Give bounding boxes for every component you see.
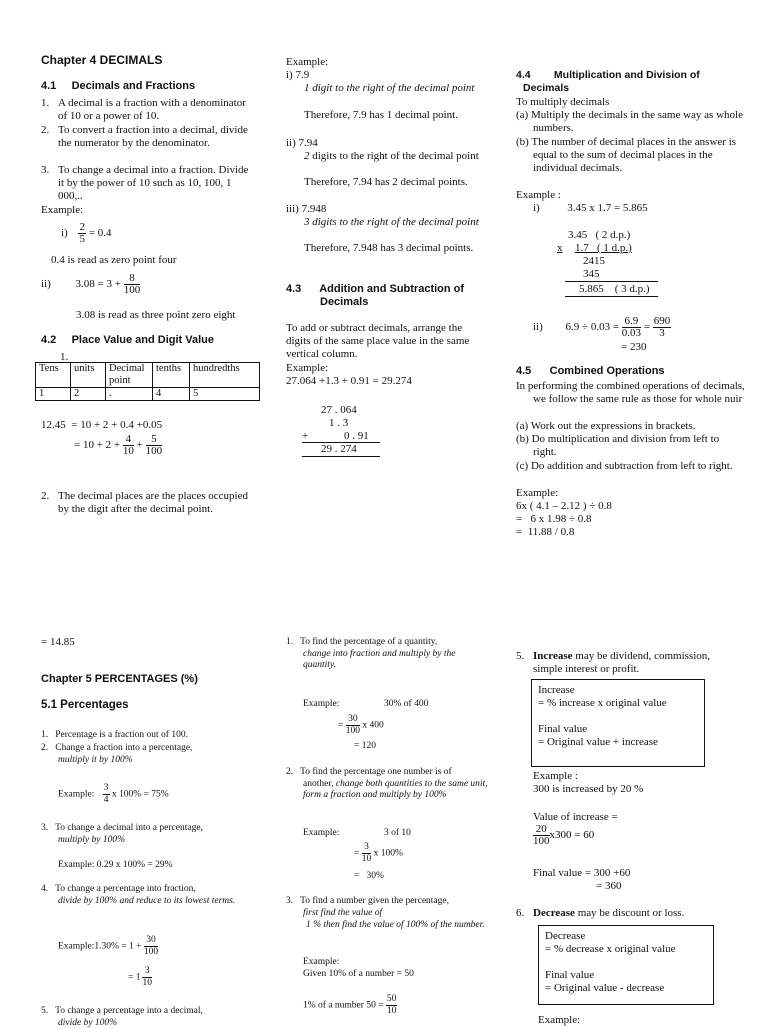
s41-item-3: 3. To change a decimal into a fraction. Divide it by the power of 10 such as 10, 100, 1 000,.. [41,164,249,202]
pct-item-2: 2. Change a fraction into a percentage, [41,743,193,753]
q2-line-a: 2. To find the percentage one number is of [286,767,452,777]
c2-example-iii-line2: Therefore, 7.948 has 3 decimal points. [304,242,474,254]
section-4-4-title-a: 4.4 Multiplication and Division of [516,69,700,81]
section-4-3-title-a: 4.3 Addition and Subtraction of [286,283,465,295]
chapter-4-title: Chapter 4 DECIMALS [41,53,163,67]
table-header-cell: hundredths [190,363,260,388]
s44-intro: To multiply decimals [516,96,610,108]
example-i-reading: 0.4 is read as zero point four [51,254,177,266]
table-row [36,388,260,401]
q1-example-result: = 120 [354,741,376,751]
section-4-1-title: 4.1 Decimals and Fractions [41,80,196,92]
inc-final-line-2: = 360 [596,880,622,892]
mult-x: x [557,242,563,254]
col-add-row-1: 27 . 064 [321,404,357,416]
s42-item-1-number: 1. [60,351,69,363]
s44-rule-b: (b) The number of decimal places in the answer is equal to the sum of decimal places in the individual decimals. [516,136,737,174]
place-value-table [35,362,260,401]
inc-value-step: $\frac{20}{100}$ x300 = 60 [533,823,595,847]
table-cell: 1 [36,388,71,401]
pct-item-4-example: Example:1.30% = 1 + $\frac{30}{100}$ [58,935,159,957]
q2-example-step: = $\frac{3}{10}$ x 100% [354,842,403,864]
c2-example-iii-label: iii) 7.948 [286,203,327,215]
q3-line-b: first find the value of [303,908,383,918]
q1-example-question: 30% of 400 [384,699,429,709]
q2-example-label: Example: [303,828,340,838]
pct-item-4: 4. To change a percentage into fraction, [41,884,196,894]
s45-example-label: Example: [516,487,559,499]
s45-rule-a: (a) Work out the expressions in brackets. [516,420,696,432]
example-i: i) $\frac{2}{5}$ = 0.4 [61,221,112,245]
pct-item-4-result: = 1 $\frac{3}{10}$ [128,966,152,988]
q3-example-label: Example: [303,957,340,967]
pct-item-4-rule: divide by 100% and reduce to its lowest terms. [58,896,236,906]
col-add-plus: + [302,430,309,442]
section-4-5-title: 4.5 Combined Operations [516,365,665,377]
example-label: Example: [41,204,84,216]
inc-value-label: Value of increase = [533,811,618,823]
q1-line-a: 1. To find the percentage of a quantity, [286,637,438,647]
c2-example-i-line2: Therefore, 7.9 has 1 decimal point. [304,109,458,121]
q1-example-label: Example: [303,699,340,709]
decrease-formula-box: Decrease = % decrease x original value Final value = Original value - decrease [538,925,714,1005]
q3-line-c: 1 % then find the value of 100% of the number. [306,920,485,930]
col-add-row-2: 1 . 3 [329,417,349,429]
r6-decrease: 6. Decrease may be discount or loss. [516,907,685,919]
example-ii: ii) 3.08 = 3 + $\frac{8}{100}$ [41,272,141,296]
q2-line-b: another, change both quantities to the same unit, form a fraction and multiply by 100% [303,779,488,800]
q1-line-b: change into fraction and multiply by the quantity. [303,649,456,670]
section-4-3-title-b: Decimals [320,296,369,308]
s45-rule-c: (c) Do addition and subtraction from left to right. [516,460,733,472]
s41-item-1: 1. A decimal is a fraction with a denominator of 10 or a power of 10. [41,97,246,122]
inc-example-question: 300 is increased by 20 % [533,783,644,795]
s44-rule-a: (a) Multiply the decimals in the same way as whole numbers. [516,109,743,134]
pct-item-2-rule: multiply it by 100% [58,755,133,765]
col-add-row-3: 0 . 91 [344,430,369,442]
s43-example-label: Example: [286,362,329,374]
mult-row-5: 5.865 ( 3 d.p.) [579,283,650,295]
inc-example-label: Example : [533,770,578,782]
inc-final-line-1: Final value = 300 +60 [533,867,631,879]
table-cell: . [106,388,153,401]
result-14-85: = 14.85 [41,636,75,648]
c2-example-ii-line2: Therefore, 7.94 has 2 decimal points. [304,176,468,188]
table-header-cell: Decimal point [106,363,153,388]
table-cell: 5 [190,388,260,401]
q2-example-result: = 30% [354,871,384,881]
q2-example-question: 3 of 10 [384,828,411,838]
mult-row-4: 345 [583,268,600,280]
s45-example-line-3: = 11.88 / 0.8 [516,526,575,538]
s43-body: To add or subtract decimals, arrange the digits of the same place value in the same vertical column. [286,322,470,360]
q3-line-a: 3. To find a number given the percentage, [286,896,449,906]
pct-item-3-rule: multiply by 100% [58,835,126,845]
table-header-row [36,363,260,388]
mult-row-1: 3.45 ( 2 d.p.) [568,229,631,241]
s44-example-i: i) 3.45 x 1.7 = 5.865 [533,202,648,214]
table-header-cell: Tens [36,363,71,388]
table-cell: 2 [71,388,106,401]
s44-example-label: Example : [516,189,561,201]
c2-example-ii-label: ii) 7.94 [286,137,318,149]
c2-example-label: Example: [286,56,329,68]
s45-example-line-2: = 6 x 1.98 ÷ 0.8 [516,513,592,525]
mult-row-3: 2415 [583,255,605,267]
s45-rule-b: (b) Do multiplication and division from left to right. [516,433,720,458]
q3-example-step: 1% of a number 50 = $\frac{50}{10}$ [303,994,397,1016]
table-header-cell: units [71,363,106,388]
table-cell: 4 [153,388,190,401]
pct-item-3: 3. To change a decimal into a percentage, [41,823,203,833]
section-5-1-title: 5.1 Percentages [41,699,129,711]
mult-row-2: 1.7 ( 1 d.p.) [575,242,632,254]
c2-example-ii-line1: 2 digits to the right of the decimal point [304,150,479,162]
s45-body: In performing the combined operations of decimals, we follow the same rule as those for whole nuir [516,380,745,405]
s44-example-ii: ii) 6.9 ÷ 0.03 = $\frac{6.9}{0.03}$ = $\frac{690}{3}$ [533,315,671,339]
s44-example-ii-result: = 230 [621,341,647,353]
pct-item-5-rule: divide by 100% [58,1018,118,1028]
example-ii-reading: 3.08 is read as three point zero eight [76,309,236,321]
s43-example: 27.064 +1.3 + 0.91 = 29.274 [286,375,412,387]
expansion-line-1: 12.45 = 10 + 2 + 0.4 +0.05 [41,419,163,431]
chapter-5-title: Chapter 5 PERCENTAGES (%) [41,673,198,685]
q1-example-step: = $\frac{30}{100}$ x 400 [338,714,384,736]
dec-example-label: Example: [538,1014,581,1026]
pct-item-1: 1. Percentage is a fraction out of 100. [41,730,188,740]
s45-example-line-1: 6x ( 4.1 – 2.12 ) ÷ 0.8 [516,500,612,512]
q3-example-given: Given 10% of a number = 50 [303,969,414,979]
section-4-4-title-b: Decimals [523,82,570,94]
c2-example-i-label: i) 7.9 [286,69,310,81]
r5-increase: 5. Increase may be dividend, commission, simple interest or profit. [516,650,710,675]
s41-item-2: 2. To convert a fraction into a decimal, divide the numerator by the denominator. [41,124,248,149]
c2-example-i-line1: 1 digit to the right of the decimal point [304,82,475,94]
pct-item-3-example: Example: 0.29 x 100% = 29% [58,860,173,870]
pct-item-2-example: Example: $\frac{3}{4}$ x 100% = 75% [58,783,169,805]
c2-example-iii-line1: 3 digits to the right of the decimal point [304,216,479,228]
col-add-row-4: 29 . 274 [321,443,357,455]
table-header-cell: tenths [153,363,190,388]
increase-formula-box: Increase = % increase x original value Final value = Original value + increase [531,679,705,767]
section-4-2-title: 4.2 Place Value and Digit Value [41,334,215,346]
pct-item-5: 5. To change a percentage into a decimal, [41,1006,203,1016]
expansion-line-2: = 10 + 2 + $\frac{4}{10}$ + $\frac{5}{100}$ [74,433,163,457]
s42-item-2: 2. The decimal places are the places occupied by the digit after the decimal point. [41,490,248,515]
